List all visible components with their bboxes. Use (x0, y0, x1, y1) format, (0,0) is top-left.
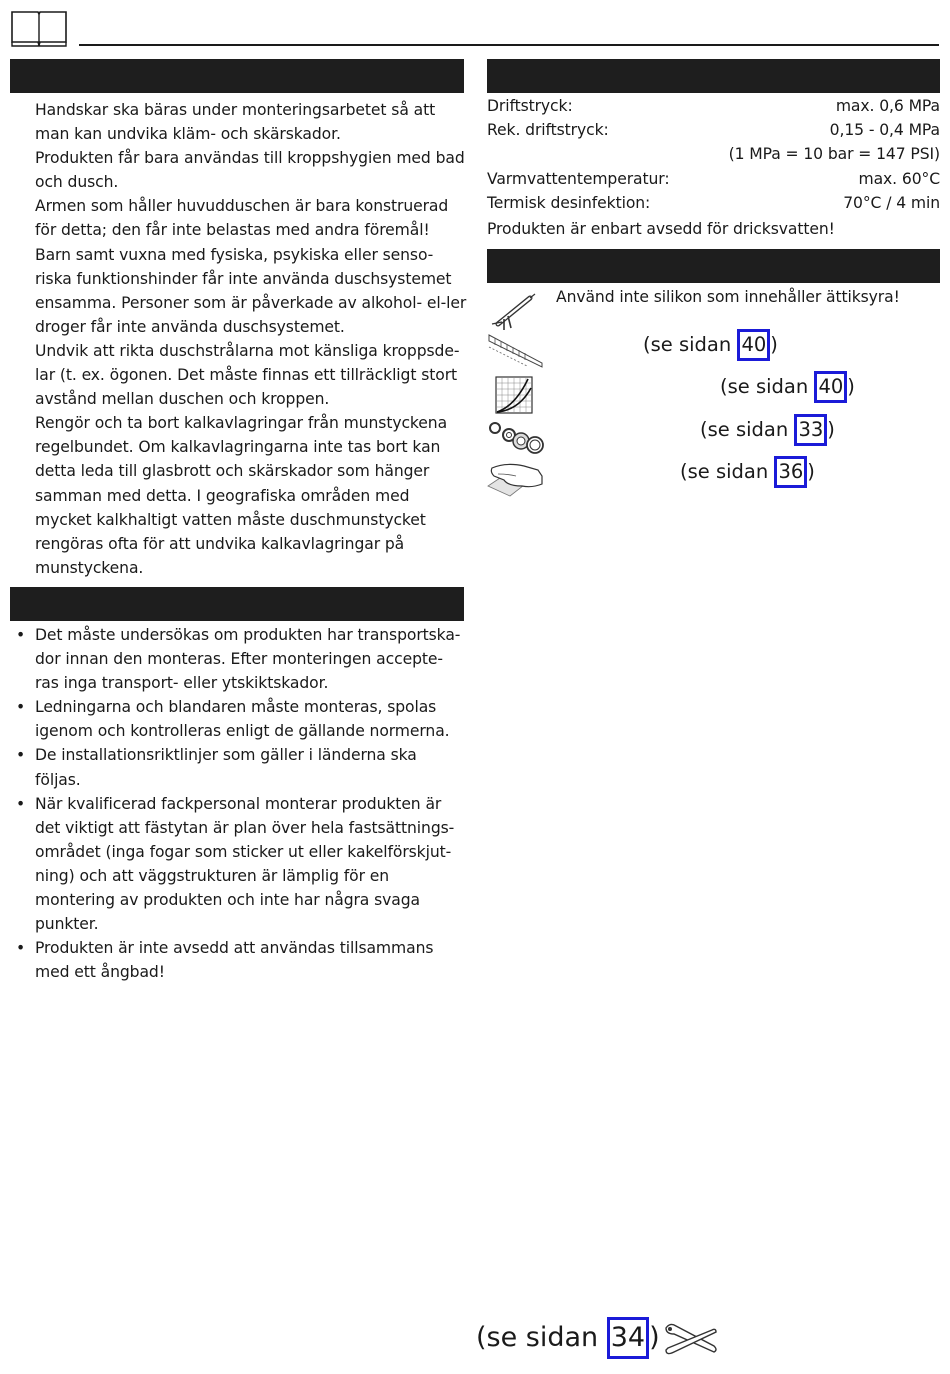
safety-text (35, 98, 467, 580)
page-reference[interactable] (643, 329, 778, 361)
spec-value: max. 0,6 MPa (835, 97, 940, 115)
flow-diagram-icon (495, 376, 533, 414)
silicone-gun-icon (490, 292, 536, 332)
installation-list (10, 623, 466, 984)
ref-prefix: (se sidan (476, 1322, 607, 1353)
section-header-safety (10, 59, 464, 93)
spec-value: max. 60°C (858, 169, 940, 188)
spec-label: Termisk desinfektion: (487, 193, 651, 212)
spec-label: Rek. driftstryck: (487, 121, 609, 140)
list-item-text: De installationsriktlinjer som gäller i länderna ska följas. (35, 746, 417, 789)
tools-icon (662, 1320, 718, 1358)
section-header-symbols (487, 249, 940, 283)
ref-suffix: ) (827, 418, 835, 441)
spare-parts-icon (487, 419, 545, 455)
safety-paragraph: Armen som håller huvudduschen är bara konstruerad för detta; den får inte belastas med andra föremål! (35, 197, 449, 240)
ref-prefix: (se sidan (720, 375, 815, 398)
ref-suffix: ) (807, 460, 815, 483)
bullet-icon: • (16, 939, 26, 958)
ref-prefix: (se sidan (700, 418, 795, 441)
list-item (10, 792, 466, 937)
safety-paragraph: Rengör och ta bort kalkavlagringar från munstyckena regelbundet. Om kalkavlagringarna inte tas bort kan detta leda till glasbrott och skärskador som hänger samman med detta. I geografiska områden med mycket kalkhaltigt vatten måste duschmunstycket rengöras ofta för att undvika kalkavlagringar på munstyckena. (35, 414, 448, 577)
list-item (10, 936, 466, 984)
list-item-text: Produkten är inte avsedd att användas tillsammans med ett ångbad! (35, 939, 434, 982)
list-item (10, 695, 466, 743)
safety-paragraph: Undvik att rikta duschstrålarna mot känsliga kroppsde-lar (t. ex. ögonen. Det måste finnas ett tillräckligt stort avstånd mellan duschen och kroppen. (35, 341, 460, 409)
list-item (10, 743, 466, 791)
spec-value: 70°C / 4 min (843, 193, 940, 212)
spec-row (487, 167, 940, 191)
list-item-text: Ledningarna och blandaren måste monteras, spolas igenom och kontrolleras enligt de gällande normerna. (35, 698, 450, 741)
spec-row (487, 191, 940, 215)
spec-row (487, 94, 940, 118)
technical-data (487, 94, 940, 241)
page-reference-bottom[interactable] (476, 1317, 660, 1359)
page-link[interactable]: 33 (794, 414, 827, 446)
spec-label: Varmvattentemperatur: (487, 169, 670, 188)
page-reference[interactable] (700, 414, 835, 446)
section-header-installation (10, 587, 464, 621)
spec-note: (1 MPa = 10 bar = 147 PSI) (728, 145, 940, 164)
safety-paragraph: Handskar ska bäras under monteringsarbetet så att man kan undvika kläm- och skärskador. (35, 101, 436, 144)
ruler-dimensions-icon (487, 333, 544, 369)
safety-paragraph: Barn samt vuxna med fysiska, psykiska eller senso-riska funktionshinder får inte använda duschsystemet ensamma. Personer som är påverkade av alkohol- el-ler droger får inte använda duschsystemet. (35, 245, 467, 336)
bullet-icon: • (16, 626, 26, 644)
page-link[interactable]: 36 (774, 456, 807, 488)
list-item-text: När kvalificerad fackpersonal monterar produkten är det viktigt att fästytan är plan över hela fastsättnings-området (inga fogar som sticker ut eller kakelförskjut-ning) och att väggstrukturen är lämplig för en montering av produkten och inte har några svaga punkter. (35, 794, 455, 934)
page-link[interactable]: 40 (814, 371, 847, 403)
spec-label: Driftstryck: (487, 97, 573, 115)
ref-suffix: ) (770, 333, 778, 356)
page-link[interactable]: 40 (737, 329, 770, 361)
spec-value: 0,15 - 0,4 MPa (829, 121, 940, 140)
spec-drinking-water-note: Produkten är enbart avsedd för dricksvatten! (487, 220, 835, 239)
ref-prefix: (se sidan (680, 460, 775, 483)
page-link[interactable]: 34 (607, 1317, 649, 1359)
list-item-text: Det måste undersökas om produkten har transportska-dor innan den monteras. Efter monteringen accepte-ras inga transport- eller ytskiktskador. (35, 626, 461, 693)
ref-suffix: ) (649, 1322, 660, 1353)
bullet-icon: • (16, 794, 26, 813)
header-rule (79, 44, 939, 46)
section-header-technical-data (487, 59, 940, 93)
ref-prefix: (se sidan (643, 333, 738, 356)
ref-suffix: ) (847, 375, 855, 398)
list-item (10, 623, 466, 695)
cleaning-hand-icon (486, 460, 544, 498)
book-icon (11, 10, 67, 48)
bullet-icon: • (16, 746, 26, 765)
bullet-icon: • (16, 698, 26, 717)
page-reference[interactable] (720, 371, 855, 403)
spec-row (487, 118, 940, 142)
page-reference[interactable] (680, 456, 815, 488)
silicone-warning: Använd inte silikon som innehåller ättiksyra! (556, 288, 900, 306)
safety-paragraph: Produkten får bara användas till kroppshygien med bad och dusch. (35, 149, 465, 192)
